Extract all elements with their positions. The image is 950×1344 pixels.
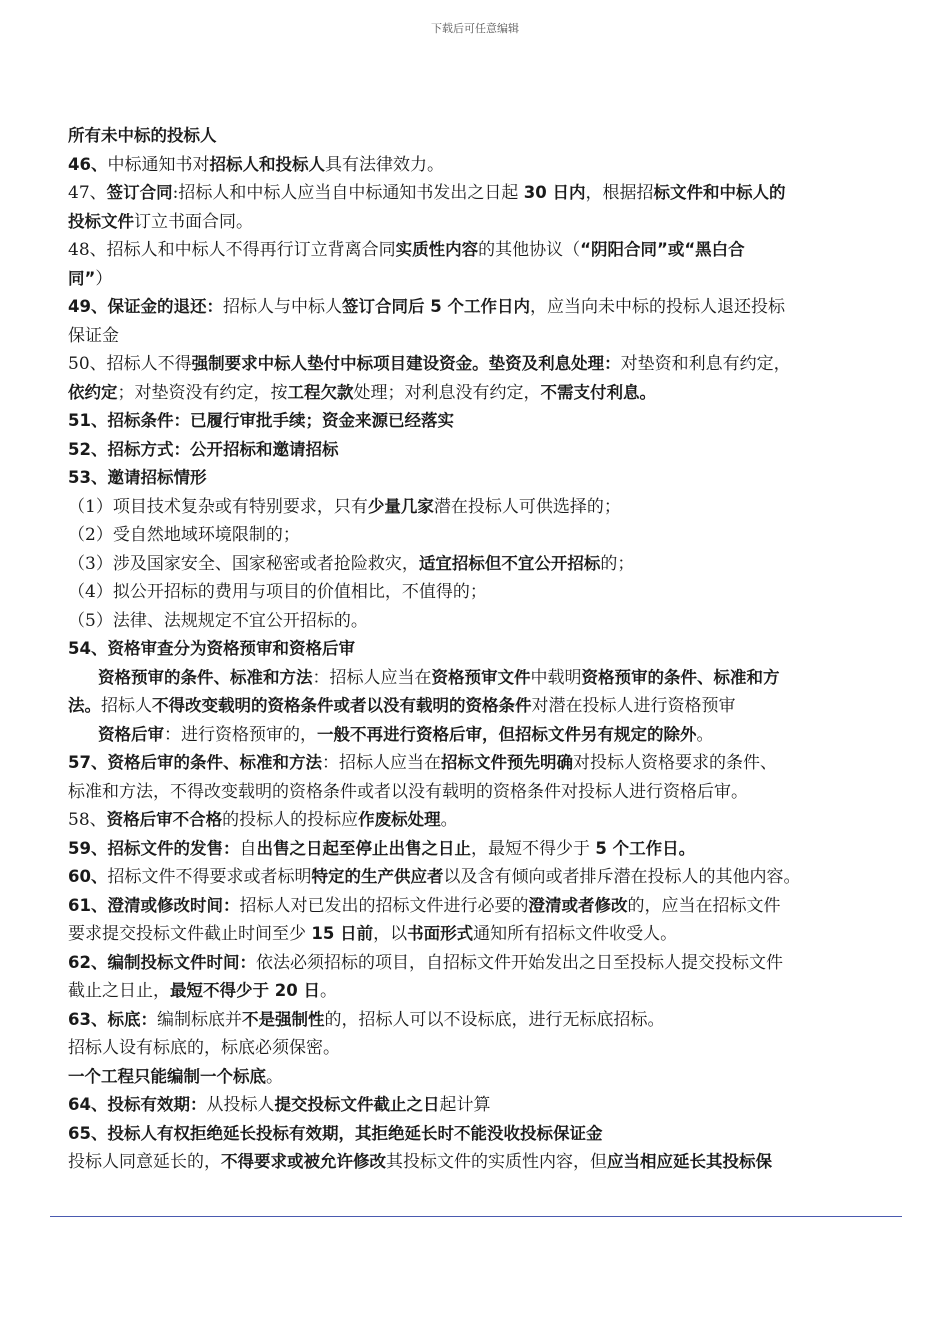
text-run: 的其他协议（ — [478, 240, 581, 260]
text-line — [68, 1006, 888, 1035]
text-run: 招标文件不得要求或者标明 — [107, 867, 312, 887]
text-run: 截止之日止， — [68, 981, 170, 1001]
text-line — [68, 407, 888, 436]
bold-text: 15 日前 — [311, 924, 374, 943]
text-line — [68, 664, 888, 693]
bold-text: 澄清或者修改 — [528, 895, 628, 915]
text-line — [68, 749, 888, 778]
bold-text: 57、资格后审的条件、标准和方法 — [68, 753, 322, 772]
bold-text: 实质性内容 — [395, 240, 479, 259]
text-line — [68, 692, 888, 721]
bold-text: 5 个工作日。 — [595, 838, 696, 858]
bold-text: 54、资格审查分为资格预审和资格后审 — [68, 639, 355, 658]
text-line — [68, 350, 888, 379]
text-run: 的投标人的投标应 — [222, 810, 359, 830]
text-line — [68, 208, 888, 237]
text-line — [68, 550, 888, 579]
text-line — [68, 436, 888, 465]
text-run: 投标人同意延长的， — [68, 1152, 221, 1172]
text-line — [68, 464, 888, 493]
bold-text: 特定的生产供应者 — [311, 867, 444, 886]
text-line — [68, 1063, 888, 1092]
bold-text: 51、招标条件：已履行审批手续；资金来源已经落实 — [68, 411, 454, 430]
text-line — [68, 835, 888, 864]
text-line — [68, 179, 888, 208]
bold-text: 标文件和中标人的 — [653, 183, 786, 202]
bold-text: 不是强制性 — [241, 1009, 325, 1029]
text-line — [68, 1034, 888, 1063]
text-run: 中载明 — [530, 667, 582, 688]
text-line — [68, 977, 888, 1006]
text-run: 对垫资和利息有约定， — [620, 354, 791, 374]
text-run: 中标通知书对 — [107, 154, 210, 175]
text-run: 58、 — [68, 810, 107, 830]
text-line — [68, 806, 888, 835]
text-line — [68, 379, 888, 408]
text-run: 50、招标人不得 — [68, 354, 192, 374]
bold-text: 60、 — [68, 867, 108, 886]
bold-text: 应当相应延长其投标保 — [607, 1152, 772, 1171]
text-run: 的； — [600, 553, 635, 574]
bold-text: 46、 — [68, 154, 108, 174]
bold-text: 资格预审文件 — [431, 667, 531, 687]
bold-text: 书面形式 — [407, 924, 474, 943]
text-line — [68, 493, 888, 522]
bold-text: 强制要求中标人垫付中标项目建设资金。垫资及利息处理： — [191, 354, 621, 373]
bold-text: 59、招标文件的发售： — [68, 838, 240, 858]
text-run: （1）项目技术复杂或有特别要求，只有 — [68, 496, 368, 517]
bold-text: 52、招标方式：公开招标和邀请招标 — [68, 439, 339, 459]
text-run: 通知所有招标文件收受人。 — [473, 924, 678, 944]
text-run: 招标人与中标人 — [222, 297, 342, 317]
text-line — [68, 151, 888, 180]
text-run: ：招标人应当在 — [312, 667, 432, 688]
text-run: ，根据招 — [585, 183, 654, 203]
text-run: 的，应当在招标文件 — [627, 895, 781, 916]
bold-text: 提交投标文件截止之日 — [274, 1095, 440, 1114]
footer-divider — [50, 1216, 902, 1217]
text-run: 招标人设有标底的，标底必须保密。 — [68, 1038, 340, 1058]
text-line — [68, 1148, 888, 1177]
text-run: ：招标人应当在 — [321, 753, 441, 773]
text-line — [68, 1091, 888, 1120]
document-body — [68, 122, 888, 1177]
bold-text: 所有未中标的投标人 — [68, 126, 217, 145]
text-line — [68, 1120, 888, 1149]
text-run: ；对垫资没有约定，按 — [117, 382, 288, 403]
text-run: 以及含有倾向或者排斥潜在投标人的其他内容。 — [443, 867, 801, 887]
text-run: 处理；对利息没有约定， — [353, 382, 541, 403]
bold-text: 同” — [68, 268, 96, 288]
bold-text: 出售之日起至停止出售之日止 — [256, 838, 471, 858]
text-line — [68, 521, 888, 550]
text-line — [68, 892, 888, 921]
text-run: 自 — [239, 838, 257, 859]
text-run: 标准和方法，不得改变载明的资格条件或者以没有载明的资格条件对投标人进行资格后审。 — [68, 781, 748, 802]
text-line — [68, 863, 888, 892]
text-run: 。 — [696, 724, 714, 745]
bold-text: 30 日内 — [523, 183, 586, 202]
text-run: 依法必须招标的项目，自招标文件开始发出之日至投标人提交投标文件 — [255, 952, 783, 973]
text-line — [68, 293, 888, 322]
text-line — [68, 607, 888, 636]
bold-text: 依约定 — [68, 382, 118, 402]
text-run: 。 — [440, 810, 458, 830]
text-line — [68, 635, 888, 664]
bold-text: 资格预审的条件、标准和方法 — [98, 667, 313, 687]
text-run: ） — [95, 268, 113, 289]
text-run: 潜在投标人可供选择的； — [433, 496, 621, 517]
text-line — [68, 236, 888, 265]
bold-text: 不需支付利息。 — [540, 382, 656, 402]
text-line — [68, 322, 888, 351]
bold-text: 资格后审 — [98, 724, 164, 744]
bold-text: “阴阳合同”或“黑白合 — [580, 240, 745, 259]
text-run: （5）法律、法规规定不宜公开招标的。 — [68, 610, 368, 631]
text-run: 的，招标人可以不设标底，进行无标底招标。 — [324, 1009, 665, 1030]
text-run: 起计算 — [439, 1095, 491, 1115]
bold-text: 工程欠款 — [287, 382, 354, 402]
text-run: 要求提交投标文件截止时间至少 — [68, 924, 312, 944]
text-run: 招标人对已发出的招标文件进行必要的 — [239, 895, 529, 916]
text-line — [68, 122, 888, 151]
text-run: 对投标人资格要求的条件、 — [572, 753, 777, 773]
text-run: 具有法律效力。 — [324, 154, 444, 175]
bold-text: 61、澄清或修改时间： — [68, 895, 240, 915]
bold-text: 投标文件 — [68, 211, 134, 231]
text-run: 。 — [266, 1066, 283, 1087]
bold-text: 不得改变载明的资格条件或者以没有载明的资格条件 — [152, 696, 532, 715]
bold-text: 不得要求或被允许修改 — [221, 1152, 386, 1171]
bold-text: 49、保证金的退还： — [68, 297, 223, 316]
bold-text: 资格后审不合格 — [106, 810, 223, 829]
text-run: ：进行资格预审的， — [164, 724, 317, 745]
text-line — [68, 578, 888, 607]
bold-text: 少量几家 — [367, 496, 434, 516]
text-run: ，以 — [373, 924, 408, 944]
bold-text: 一般不再进行资格后审，但招标文件另有规定的除外 — [317, 724, 697, 744]
text-line — [68, 949, 888, 978]
bold-text: 53、邀请招标情形 — [68, 468, 207, 487]
bold-text: 63、标底： — [68, 1009, 157, 1029]
text-line — [68, 778, 888, 807]
text-run: （3）涉及国家安全、国家秘密或者抢险救灾， — [68, 553, 419, 574]
bold-text: 资格预审的条件、标准和方 — [581, 667, 780, 687]
text-run: ，最短不得少于 — [470, 838, 596, 859]
bold-text: 签订合同后 5 个工作日内 — [341, 297, 530, 316]
text-run: 订立书面合同。 — [134, 211, 253, 232]
text-line — [68, 721, 888, 750]
bold-text: 65、投标人有权拒绝延长投标有效期，其拒绝延长时不能没收投标保证金 — [68, 1123, 603, 1143]
text-run: 从投标人 — [206, 1095, 275, 1115]
text-run: （4）拟公开招标的费用与项目的价值相比，不值得的； — [68, 582, 487, 602]
text-run: 编制标底并 — [156, 1009, 242, 1030]
text-run: ，应当向未中标的投标人退还投标 — [529, 297, 785, 317]
bold-text: 作废标处理 — [358, 810, 441, 829]
text-run: 48、招标人和中标人不得再行订立背离合同 — [68, 240, 396, 260]
bold-text: 64、投标有效期： — [68, 1095, 207, 1114]
bold-text: 招标文件预先明确 — [440, 753, 573, 772]
bold-text: 最短不得少于 20 日 — [170, 981, 320, 1000]
text-run: 保证金 — [68, 325, 119, 346]
bold-text: 签订合同 — [106, 183, 173, 202]
text-run: 47、 — [68, 183, 107, 203]
text-line — [68, 920, 888, 949]
bold-text: 适宜招标但不宜公开招标 — [418, 553, 601, 573]
text-run: :招标人和中标人应当自中标通知书发出之日起 — [172, 183, 524, 203]
bold-text: 62、编制投标文件时间： — [68, 952, 256, 972]
bold-text: 法。 — [68, 696, 101, 715]
text-run: 其投标文件的实质性内容，但 — [386, 1152, 607, 1172]
text-run: 招标人 — [101, 696, 152, 716]
text-line — [68, 265, 888, 294]
bold-text: 一个工程只能编制一个标底 — [68, 1066, 266, 1086]
text-run: 。 — [319, 981, 337, 1001]
bold-text: 招标人和投标人 — [209, 154, 325, 174]
text-run: （2）受自然地域环境限制的； — [68, 525, 300, 545]
page-header: 下载后可任意编辑 — [431, 22, 519, 35]
text-run: 对潜在投标人进行资格预审 — [531, 696, 736, 716]
